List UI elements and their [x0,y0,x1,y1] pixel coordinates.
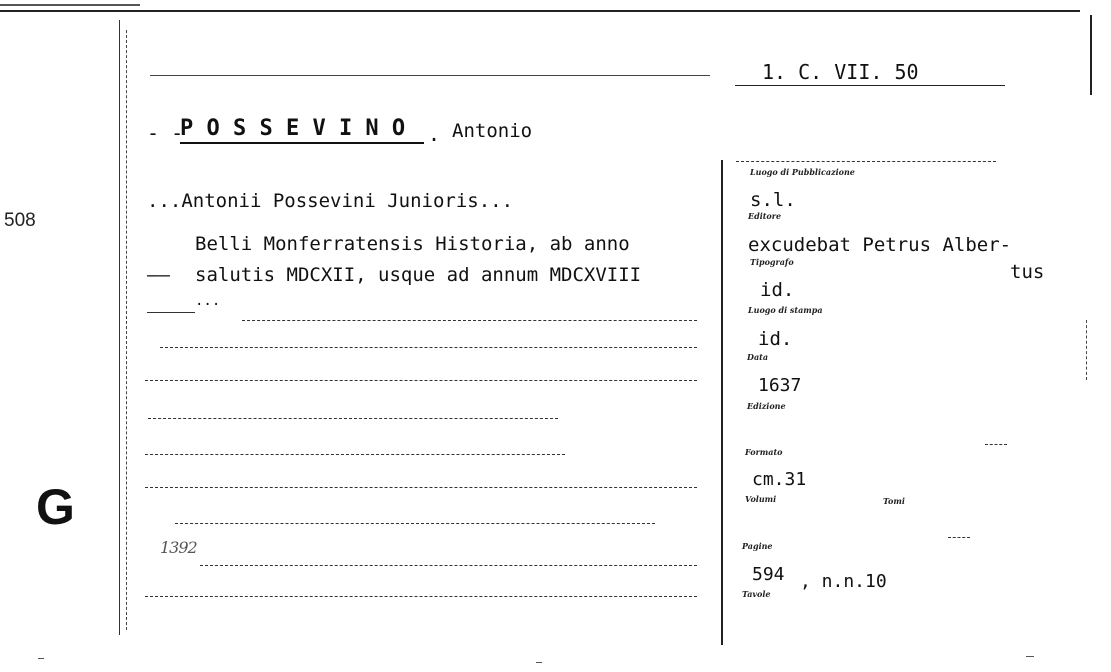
publisher-value-line-1: excudebat Petrus Alber- [748,234,1012,256]
side-number: 508 [4,210,36,231]
format-value: cm.31 [752,469,807,490]
author-separator: . [428,122,441,146]
ruled-line [200,565,697,566]
shelfmark-left-line [150,75,710,76]
card-top-border-shadow [0,4,140,6]
printer-value: id. [760,279,795,301]
card-right-border [1090,15,1092,95]
pages-label: Pagine [742,541,773,551]
edition-label: Edizione [747,401,786,411]
plates-label: Tavole [742,589,771,599]
ruled-line [175,523,655,524]
format-label: Formato [745,447,783,457]
date-value: 1637 [758,375,802,396]
printer-label: Tipografo [750,257,794,267]
pages-value: 594 [752,564,785,585]
title-line-3-dash: —— [147,264,170,286]
date-label: Data [747,352,768,362]
author-surname-underline [180,142,424,144]
handwritten-note: 1392 [160,538,197,557]
title-line-4: ... [195,293,221,309]
ruled-line [147,312,195,313]
shelfmark-underline [735,85,1005,86]
print-place-label: Luogo di stampa [748,305,823,315]
field-rule [985,444,1007,445]
author-lead-dashes: - - [147,121,184,145]
place-value: s.l. [750,189,796,211]
card-left-border [119,20,120,635]
ruled-line [145,487,697,488]
ruled-line [160,347,697,348]
ruled-line [145,454,565,455]
card-right-edge-marks [1086,320,1087,380]
field-column-top-line [736,161,996,162]
ruled-line [148,418,558,419]
field-rule [948,537,970,538]
field-column-divider [721,160,723,645]
print-place-value: id. [758,328,793,350]
card-left-inner-line [126,30,127,630]
title-line-3: salutis MDCXII, usque ad annum MDCXVIII [195,264,642,286]
author-forename: Antonio [452,120,533,142]
title-line-2: Belli Monferratensis Historia, ab anno [195,233,630,255]
publisher-label: Editore [748,211,782,221]
publisher-value-line-2: tus [1010,261,1045,283]
card-top-border [0,10,1080,12]
scan-mark [536,662,542,663]
tomes-label: Tomi [883,496,905,506]
ruled-line [242,320,697,321]
place-label: Luogo di Pubblicazione [750,167,855,177]
side-letter: G [36,479,75,535]
author-surname: P O S S E V I N O [180,116,406,141]
shelfmark: 1. C. VII. 50 [762,60,919,84]
ruled-line [145,596,697,597]
ruled-line [145,380,697,381]
scan-mark [1026,656,1034,657]
pages-extra: , n.n.10 [800,571,887,592]
title-line-1: ...Antonii Possevini Junioris... [147,190,514,212]
scan-mark [38,658,44,659]
volumes-label: Volumi [745,494,777,504]
